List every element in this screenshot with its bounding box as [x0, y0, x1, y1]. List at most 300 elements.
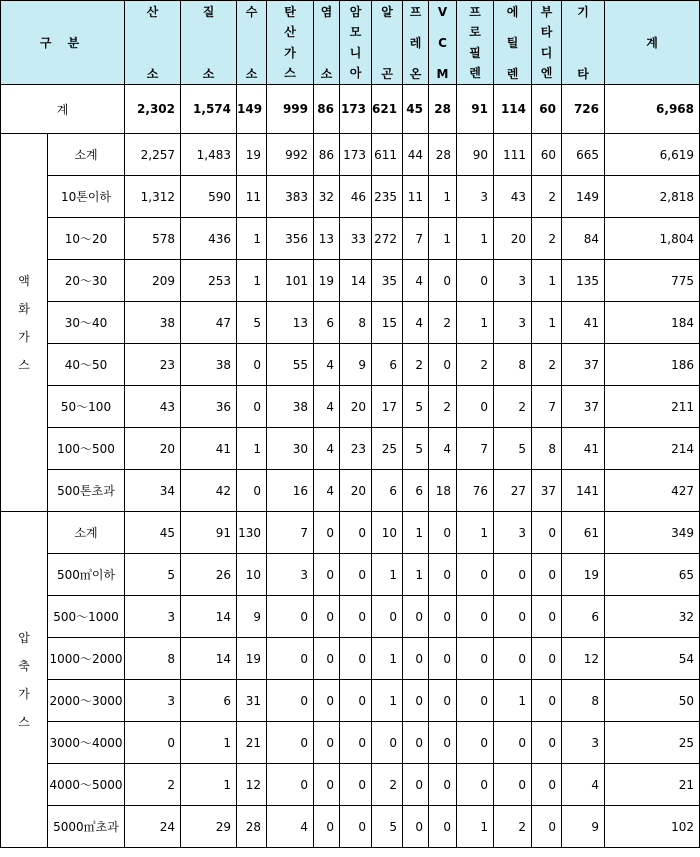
- cell-value: 8: [340, 302, 372, 344]
- column-header: [457, 1, 494, 85]
- column-header-char: V: [437, 4, 448, 19]
- cell-value: 130: [237, 512, 267, 554]
- cell-value: 0: [340, 806, 372, 848]
- cell-value: 38: [267, 386, 314, 428]
- cell-value: 10: [372, 512, 403, 554]
- cell-value: 186: [605, 344, 700, 386]
- cell-value: 2: [372, 764, 403, 806]
- cell-value: 1: [372, 638, 403, 680]
- table-row: [1, 596, 700, 638]
- cell-value: 32: [314, 176, 340, 218]
- cell-value: 19: [314, 260, 340, 302]
- cell-value: 1,312: [125, 176, 181, 218]
- column-header-char: 틸: [506, 35, 519, 50]
- column-header-char: 수: [245, 4, 258, 19]
- column-header-char: 프: [469, 4, 481, 19]
- cell-value: 7: [532, 386, 562, 428]
- column-header-char: 산: [284, 25, 296, 40]
- cell-value: 0: [532, 722, 562, 764]
- total-value: 114: [494, 85, 532, 134]
- cell-value: 1: [457, 302, 494, 344]
- cell-value: 1: [237, 428, 267, 470]
- column-header: [605, 1, 700, 85]
- column-header-char: 모: [349, 25, 362, 40]
- gubun-header: [1, 1, 125, 85]
- cell-value: 0: [429, 764, 457, 806]
- cell-value: 26: [181, 554, 237, 596]
- cell-value: 0: [314, 554, 340, 596]
- group-label-char: 액: [18, 273, 30, 288]
- cell-value: 0: [457, 680, 494, 722]
- total-value: 60: [532, 85, 562, 134]
- table-row: [1, 218, 700, 260]
- row-label: 20～30: [48, 260, 125, 302]
- cell-value: 61: [562, 512, 605, 554]
- cell-value: 6: [372, 344, 403, 386]
- cell-value: 2,818: [605, 176, 700, 218]
- cell-value: 44: [403, 134, 429, 176]
- cell-value: 0: [429, 344, 457, 386]
- cell-value: 0: [494, 638, 532, 680]
- cell-value: 25: [605, 722, 700, 764]
- cell-value: 1: [237, 218, 267, 260]
- group-label: [1, 512, 48, 848]
- cell-value: 775: [605, 260, 700, 302]
- total-value: 999: [267, 85, 314, 134]
- cell-value: 37: [562, 386, 605, 428]
- column-header-char: 소: [320, 66, 333, 81]
- cell-value: 28: [237, 806, 267, 848]
- cell-value: 60: [532, 134, 562, 176]
- column-header-char: 렌: [469, 66, 481, 81]
- cell-value: 3: [562, 722, 605, 764]
- cell-value: 25: [372, 428, 403, 470]
- cell-value: 21: [237, 722, 267, 764]
- column-header-char: 소: [245, 66, 258, 81]
- row-label: 500～1000: [48, 596, 125, 638]
- cell-value: 37: [562, 344, 605, 386]
- cell-value: 3: [125, 596, 181, 638]
- cell-value: 173: [340, 134, 372, 176]
- cell-value: 1: [372, 554, 403, 596]
- cell-value: 0: [429, 554, 457, 596]
- column-header: [429, 1, 457, 85]
- cell-value: 6: [403, 470, 429, 512]
- cell-value: 0: [403, 680, 429, 722]
- header-row: [1, 1, 700, 85]
- group-label-char: 화: [18, 301, 30, 316]
- cell-value: 0: [403, 638, 429, 680]
- gubun-label: 구 분: [39, 36, 86, 50]
- cell-value: 0: [429, 596, 457, 638]
- cell-value: 4: [314, 344, 340, 386]
- cell-value: 209: [125, 260, 181, 302]
- cell-value: 0: [429, 638, 457, 680]
- table-row: [1, 722, 700, 764]
- column-header-char: 계: [646, 35, 658, 50]
- cell-value: 0: [267, 764, 314, 806]
- cell-value: 31: [237, 680, 267, 722]
- row-label: 10톤이하: [48, 176, 125, 218]
- column-header: [562, 1, 605, 85]
- cell-value: 0: [532, 596, 562, 638]
- cell-value: 383: [267, 176, 314, 218]
- column-header-char: 탄: [284, 4, 296, 19]
- cell-value: 135: [562, 260, 605, 302]
- cell-value: 3: [125, 680, 181, 722]
- cell-value: 46: [340, 176, 372, 218]
- cell-value: 111: [494, 134, 532, 176]
- column-header-char: 타: [540, 25, 553, 40]
- cell-value: 101: [267, 260, 314, 302]
- row-label: 5000㎥초과: [48, 806, 125, 848]
- cell-value: 50: [605, 680, 700, 722]
- cell-value: 184: [605, 302, 700, 344]
- column-header: [181, 1, 237, 85]
- table-row: [1, 764, 700, 806]
- cell-value: 47: [181, 302, 237, 344]
- cell-value: 0: [494, 596, 532, 638]
- row-label: 100～500: [48, 428, 125, 470]
- cell-value: 9: [562, 806, 605, 848]
- cell-value: 6,619: [605, 134, 700, 176]
- cell-value: 2: [429, 386, 457, 428]
- column-header-char: 산: [146, 4, 159, 19]
- cell-value: 427: [605, 470, 700, 512]
- cell-value: 0: [340, 722, 372, 764]
- cell-value: 5: [403, 386, 429, 428]
- group-label: [1, 134, 48, 512]
- cell-value: 7: [457, 428, 494, 470]
- table-row: [1, 428, 700, 470]
- cell-value: 356: [267, 218, 314, 260]
- cell-value: 30: [267, 428, 314, 470]
- cell-value: 2: [457, 344, 494, 386]
- cell-value: 76: [457, 470, 494, 512]
- cell-value: 41: [181, 428, 237, 470]
- cell-value: 5: [125, 554, 181, 596]
- cell-value: 253: [181, 260, 237, 302]
- total-value: 726: [562, 85, 605, 134]
- cell-value: 214: [605, 428, 700, 470]
- cell-value: 6: [181, 680, 237, 722]
- cell-value: 4: [403, 260, 429, 302]
- cell-value: 43: [494, 176, 532, 218]
- cell-value: 34: [125, 470, 181, 512]
- group-label-char: 축: [18, 658, 30, 673]
- cell-value: 45: [125, 512, 181, 554]
- cell-value: 1: [237, 260, 267, 302]
- cell-value: 611: [372, 134, 403, 176]
- cell-value: 1: [181, 722, 237, 764]
- column-header-char: 염: [320, 4, 333, 19]
- row-label: 30～40: [48, 302, 125, 344]
- cell-value: 8: [494, 344, 532, 386]
- cell-value: 20: [125, 428, 181, 470]
- cell-value: 2: [125, 764, 181, 806]
- cell-value: 11: [237, 176, 267, 218]
- cell-value: 55: [267, 344, 314, 386]
- cell-value: 6: [562, 596, 605, 638]
- column-header-char: 타: [577, 66, 589, 81]
- cell-value: 0: [340, 764, 372, 806]
- cell-value: 5: [237, 302, 267, 344]
- row-label: 500톤초과: [48, 470, 125, 512]
- cell-value: 0: [267, 722, 314, 764]
- cell-value: 7: [403, 218, 429, 260]
- group-label-char: 스: [18, 357, 30, 372]
- total-label: 계: [1, 85, 125, 134]
- cell-value: 4: [429, 428, 457, 470]
- cell-value: 20: [494, 218, 532, 260]
- cell-value: 0: [532, 680, 562, 722]
- cell-value: 84: [562, 218, 605, 260]
- row-label: 1000～2000: [48, 638, 125, 680]
- cell-value: 91: [181, 512, 237, 554]
- cell-value: 0: [532, 764, 562, 806]
- column-header-char: 레: [409, 35, 422, 50]
- cell-value: 0: [340, 638, 372, 680]
- cell-value: 1,804: [605, 218, 700, 260]
- cell-value: 41: [562, 428, 605, 470]
- total-value: 173: [340, 85, 372, 134]
- cell-value: 1: [429, 176, 457, 218]
- row-label: 2000～3000: [48, 680, 125, 722]
- cell-value: 16: [267, 470, 314, 512]
- column-header-char: 니: [349, 45, 362, 60]
- table-row: [1, 806, 700, 848]
- cell-value: 272: [372, 218, 403, 260]
- cell-value: 4: [314, 470, 340, 512]
- cell-value: 3: [494, 512, 532, 554]
- cell-value: 0: [457, 596, 494, 638]
- group-label-char: 스: [18, 714, 30, 729]
- cell-value: 8: [562, 680, 605, 722]
- cell-value: 0: [403, 596, 429, 638]
- row-label: 4000～5000: [48, 764, 125, 806]
- column-header-char: 질: [202, 4, 215, 19]
- cell-value: 0: [314, 680, 340, 722]
- cell-value: 8: [532, 428, 562, 470]
- row-label: 50～100: [48, 386, 125, 428]
- cell-value: 0: [340, 512, 372, 554]
- cell-value: 0: [494, 764, 532, 806]
- cell-value: 0: [457, 386, 494, 428]
- table-row: [1, 638, 700, 680]
- column-header-char: 가: [284, 45, 296, 60]
- group-label-char: 가: [18, 329, 30, 344]
- cell-value: 0: [403, 722, 429, 764]
- cell-value: 0: [532, 638, 562, 680]
- column-header-char: 아: [349, 66, 362, 81]
- cell-value: 0: [429, 512, 457, 554]
- cell-value: 1: [403, 554, 429, 596]
- column-header: [314, 1, 340, 85]
- cell-value: 20: [340, 386, 372, 428]
- total-value: 2,302: [125, 85, 181, 134]
- cell-value: 0: [532, 806, 562, 848]
- cell-value: 1: [532, 302, 562, 344]
- column-header-char: 소: [202, 66, 215, 81]
- cell-value: 0: [457, 722, 494, 764]
- cell-value: 1: [403, 512, 429, 554]
- cell-value: 3: [494, 302, 532, 344]
- total-value: 91: [457, 85, 494, 134]
- row-label: 3000～4000: [48, 722, 125, 764]
- cell-value: 6: [314, 302, 340, 344]
- total-value: 149: [237, 85, 267, 134]
- cell-value: 23: [125, 344, 181, 386]
- table-row: [1, 680, 700, 722]
- column-header: [372, 1, 403, 85]
- column-header-char: 소: [146, 66, 159, 81]
- cell-value: 5: [403, 428, 429, 470]
- column-header: [237, 1, 267, 85]
- cell-value: 27: [494, 470, 532, 512]
- cell-value: 12: [237, 764, 267, 806]
- column-header-char: 디: [540, 45, 553, 60]
- total-value: 86: [314, 85, 340, 134]
- cell-value: 18: [429, 470, 457, 512]
- cell-value: 0: [494, 722, 532, 764]
- cell-value: 33: [340, 218, 372, 260]
- cell-value: 1: [457, 218, 494, 260]
- row-label: 500㎥이하: [48, 554, 125, 596]
- cell-value: 0: [457, 554, 494, 596]
- cell-value: 0: [237, 386, 267, 428]
- cell-value: 4: [314, 386, 340, 428]
- cell-value: 0: [314, 638, 340, 680]
- column-header-char: 스: [284, 66, 296, 81]
- cell-value: 2: [494, 386, 532, 428]
- cell-value: 14: [181, 596, 237, 638]
- cell-value: 5: [494, 428, 532, 470]
- cell-value: 90: [457, 134, 494, 176]
- cell-value: 0: [314, 806, 340, 848]
- cell-value: 0: [267, 596, 314, 638]
- column-header: [340, 1, 372, 85]
- cell-value: 2: [532, 218, 562, 260]
- cell-value: 0: [429, 260, 457, 302]
- cell-value: 992: [267, 134, 314, 176]
- cell-value: 0: [340, 596, 372, 638]
- cell-value: 0: [314, 764, 340, 806]
- cell-value: 17: [372, 386, 403, 428]
- cell-value: 0: [429, 722, 457, 764]
- table-row: [1, 134, 700, 176]
- cell-value: 19: [237, 638, 267, 680]
- table-row: [1, 470, 700, 512]
- cell-value: 29: [181, 806, 237, 848]
- cell-value: 10: [237, 554, 267, 596]
- cell-value: 0: [237, 470, 267, 512]
- total-value: 45: [403, 85, 429, 134]
- cell-value: 42: [181, 470, 237, 512]
- cell-value: 3: [267, 554, 314, 596]
- column-header-char: C: [438, 35, 447, 50]
- table-row: [1, 302, 700, 344]
- cell-value: 65: [605, 554, 700, 596]
- cell-value: 2: [532, 344, 562, 386]
- table-row: [1, 554, 700, 596]
- column-header: [403, 1, 429, 85]
- total-value: 6,968: [605, 85, 700, 134]
- cell-value: 1: [457, 806, 494, 848]
- cell-value: 2: [429, 302, 457, 344]
- cell-value: 35: [372, 260, 403, 302]
- column-header-char: M: [436, 66, 449, 81]
- cell-value: 14: [340, 260, 372, 302]
- cell-value: 8: [125, 638, 181, 680]
- cell-value: 0: [532, 512, 562, 554]
- cell-value: 1: [181, 764, 237, 806]
- cell-value: 13: [267, 302, 314, 344]
- cell-value: 0: [372, 722, 403, 764]
- cell-value: 19: [237, 134, 267, 176]
- column-header-char: 엔: [540, 66, 553, 81]
- cell-value: 235: [372, 176, 403, 218]
- cell-value: 38: [181, 344, 237, 386]
- cell-value: 3: [457, 176, 494, 218]
- cell-value: 38: [125, 302, 181, 344]
- cell-value: 0: [429, 680, 457, 722]
- column-header-char: 암: [349, 4, 362, 19]
- cell-value: 0: [267, 680, 314, 722]
- cell-value: 13: [314, 218, 340, 260]
- cell-value: 0: [314, 596, 340, 638]
- cell-value: 349: [605, 512, 700, 554]
- column-header: [532, 1, 562, 85]
- cell-value: 1: [372, 680, 403, 722]
- cell-value: 9: [237, 596, 267, 638]
- column-header-char: 에: [506, 4, 519, 19]
- total-row: [1, 85, 700, 134]
- cell-value: 41: [562, 302, 605, 344]
- cell-value: 0: [457, 260, 494, 302]
- total-value: 621: [372, 85, 403, 134]
- group-label-char: 가: [18, 686, 30, 701]
- cell-value: 141: [562, 470, 605, 512]
- cell-value: 578: [125, 218, 181, 260]
- cell-value: 0: [340, 680, 372, 722]
- cell-value: 4: [267, 806, 314, 848]
- cell-value: 2,257: [125, 134, 181, 176]
- cell-value: 37: [532, 470, 562, 512]
- column-header-char: 필: [469, 45, 481, 60]
- cell-value: 0: [403, 764, 429, 806]
- column-header-char: 로: [469, 25, 481, 40]
- cell-value: 0: [340, 554, 372, 596]
- cell-value: 665: [562, 134, 605, 176]
- cell-value: 36: [181, 386, 237, 428]
- cell-value: 2: [494, 806, 532, 848]
- cell-value: 0: [403, 806, 429, 848]
- cell-value: 0: [314, 722, 340, 764]
- cell-value: 1,483: [181, 134, 237, 176]
- cell-value: 4: [314, 428, 340, 470]
- cell-value: 211: [605, 386, 700, 428]
- cell-value: 1: [429, 218, 457, 260]
- cell-value: 6: [372, 470, 403, 512]
- cell-value: 0: [267, 638, 314, 680]
- cell-value: 0: [125, 722, 181, 764]
- cell-value: 1: [494, 680, 532, 722]
- cell-value: 0: [457, 764, 494, 806]
- cell-value: 0: [429, 806, 457, 848]
- cell-value: 0: [372, 596, 403, 638]
- cell-value: 28: [429, 134, 457, 176]
- cell-value: 0: [457, 638, 494, 680]
